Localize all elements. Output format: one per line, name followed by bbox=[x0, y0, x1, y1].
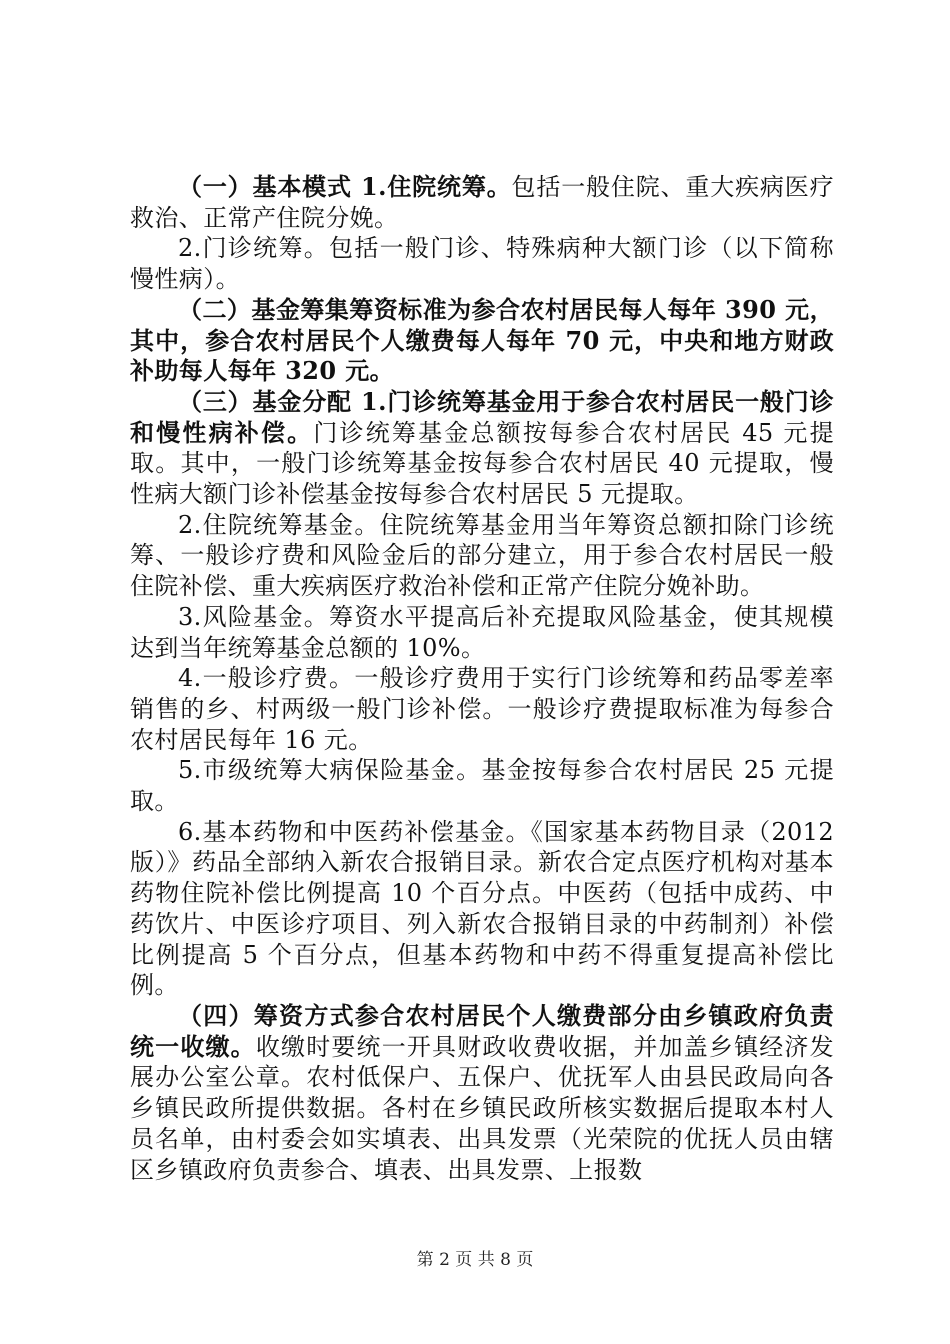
paragraph-heading: （一）基本模式 1.住院统筹。 bbox=[178, 172, 512, 201]
paragraph bbox=[130, 172, 834, 233]
paragraph bbox=[130, 1001, 834, 1185]
document-body bbox=[130, 172, 834, 1185]
paragraph-text: 包括一般住院、重大疾病医疗救治、正常产住院分娩。 bbox=[130, 173, 834, 232]
paragraph-heading: （二）基金筹集筹资标准为参合农村居民每人每年 390 元，其中，参合农村居民个人缴费每人每年 70 元，中央和地方财政补助每人每年 320 元。 bbox=[130, 294, 834, 386]
paragraph-text: 2.住院统筹基金。住院统筹基金用当年筹资总额扣除门诊统筹、一般诊疗费和风险金后的部分建立，用于参合农村居民一般住院补偿、重大疾病医疗救治补偿和正常产住院分娩补助。 bbox=[130, 510, 834, 601]
paragraph-text: 3.风险基金。筹资水平提高后补充提取风险基金，使其规模达到当年统筹基金总额的 10%。 bbox=[130, 602, 834, 662]
paragraph bbox=[130, 663, 834, 755]
paragraph bbox=[130, 233, 834, 294]
paragraph bbox=[130, 387, 834, 510]
paragraph bbox=[130, 295, 834, 387]
paragraph-text: 4.一般诊疗费。一般诊疗费用于实行门诊统筹和药品零差率销售的乡、村两级一般门诊补偿。一般诊疗费提取标准为每参合农村居民每年 16 元。 bbox=[130, 664, 834, 754]
paragraph-heading: （四）筹资方式参合农村居民个人缴费部分由乡镇政府负责统一收缴。 bbox=[130, 1000, 834, 1061]
paragraph bbox=[130, 510, 834, 602]
paragraph bbox=[130, 817, 834, 1001]
paragraph bbox=[130, 602, 834, 663]
page-footer: 第 2 页 共 8 页 bbox=[416, 1250, 534, 1270]
paragraph bbox=[130, 755, 834, 816]
paragraph-text: 5.市级统筹大病保险基金。基金按每参合农村居民 25 元提取。 bbox=[130, 756, 834, 816]
paragraph-text: 6.基本药物和中医药补偿基金。《国家基本药物目录（2012 版）》药品全部纳入新农合报销目录。新农合定点医疗机构对基本药物住院补偿比例提高 10 个百分点。中医药（包括中成药、中药饮片、中医诊疗项目、列入新农合报销目录的中药制剂）补偿比例提高 5 个百分点，但基本药物和中药不得重复提高补偿比例。 bbox=[130, 817, 834, 1000]
paragraph-text: 收缴时要统一开具财政收费收据，并加盖乡镇经济发展办公室公章。农村低保户、五保户、优抚军人由县民政局向各乡镇民政所提供数据。各村在乡镇民政所核实数据后提取本村人员名单，由村委会如实填表、出具发票（光荣院的优抚人员由辖区乡镇政府负责参合、填表、出具发票、上报数 bbox=[130, 1032, 835, 1184]
paragraph-text: 2.门诊统筹。包括一般门诊、特殊病种大额门诊（以下简称慢性病）。 bbox=[130, 234, 834, 294]
paragraph-heading: （三）基金分配 1.门诊统筹基金用于参合农村居民一般门诊和慢性病补偿。 bbox=[130, 386, 834, 447]
paragraph-text: 门诊统筹基金总额按每参合农村居民 45 元提取。其中，一般门诊统筹基金按每参合农村居民 40 元提取，慢性病大额门诊补偿基金按每参合农村居民 5 元提取。 bbox=[130, 418, 834, 509]
